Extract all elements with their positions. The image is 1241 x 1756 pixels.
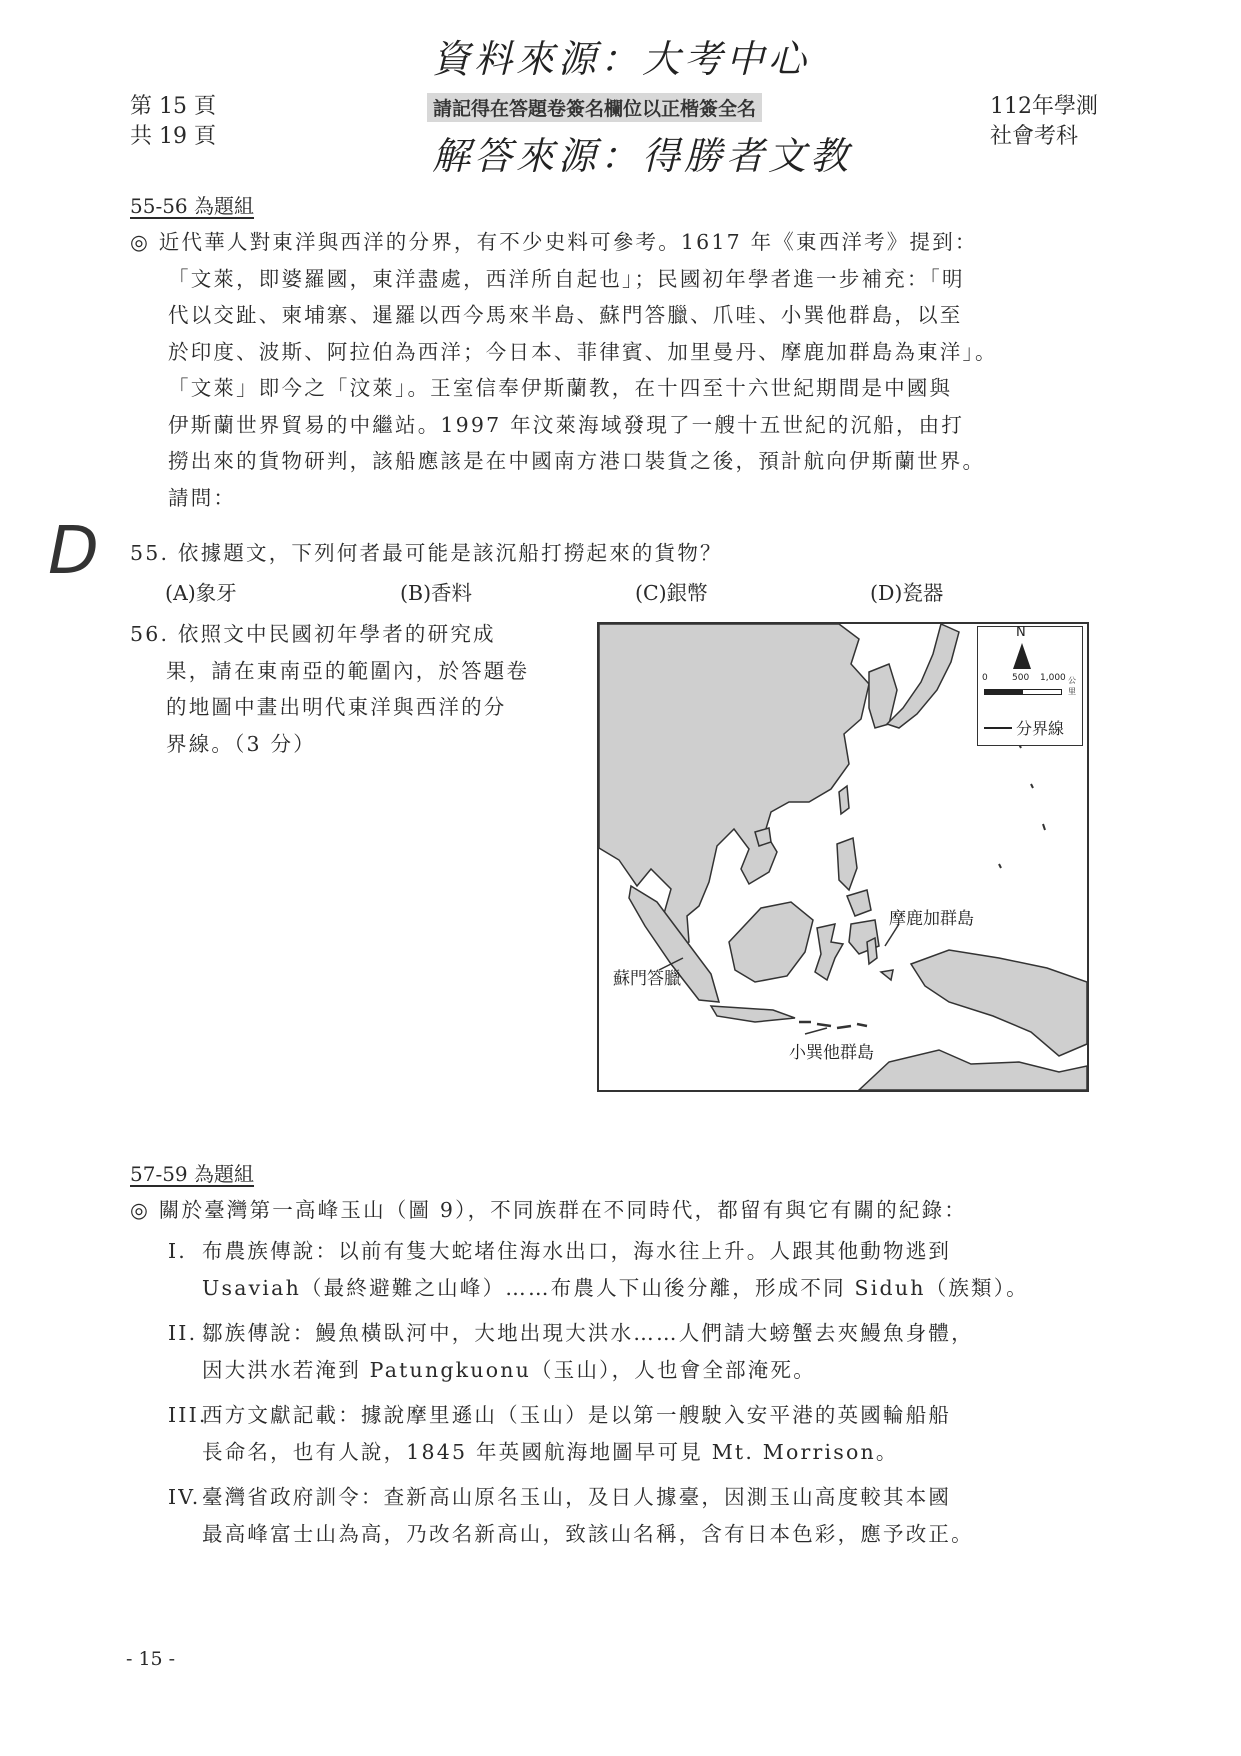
java bbox=[711, 1006, 795, 1022]
scale-tick-500: 500 bbox=[1012, 673, 1030, 683]
passage-line: ◎ 近代華人對東洋與西洋的分界，有不少史料可參考。1617 年《東西洋考》提到： bbox=[130, 230, 978, 254]
question-55-stem: 55. 依據題文，下列何者最可能是該沉船打撈起來的貨物？ bbox=[130, 541, 723, 565]
passage-line: 請問： bbox=[168, 485, 237, 510]
label-sumatra: 蘇門答臘 bbox=[613, 969, 681, 989]
question-56 bbox=[130, 616, 590, 762]
q56-line: 56. 依照文中民國初年學者的研究成 bbox=[130, 622, 496, 646]
handwritten-answer-55: D bbox=[48, 512, 99, 589]
page-number-label: 第 15 頁 bbox=[130, 94, 216, 119]
option-a: (A)象牙 bbox=[165, 581, 237, 605]
taiwan bbox=[839, 786, 849, 814]
signature-notice: 請記得在答題卷簽名欄位以正楷簽全名 bbox=[427, 93, 762, 122]
record-line bbox=[168, 1315, 1113, 1352]
q56-line: 果，請在東南亞的範圍內，於答題卷 bbox=[166, 658, 530, 683]
north-arrow-icon bbox=[1013, 643, 1031, 669]
record-iv bbox=[168, 1479, 1113, 1552]
subject-label: 社會考科 bbox=[990, 124, 1079, 149]
borneo bbox=[729, 902, 813, 982]
exam-year-label: 112年學測 bbox=[990, 94, 1098, 119]
record-line bbox=[168, 1397, 1113, 1434]
option-b: (B)香料 bbox=[400, 581, 473, 605]
legend-line-sample bbox=[984, 727, 1012, 729]
q56-line: 的地圖中畫出明代東洋與西洋的分 bbox=[166, 695, 507, 719]
record-line: Usaviah（最終避難之山峰）……布農人下山後分離，形成不同 Siduh（族類）。 bbox=[202, 1275, 1029, 1300]
record-num: I. bbox=[168, 1239, 188, 1263]
north-label: N bbox=[1016, 625, 1026, 640]
footer-page-number: - 15 - bbox=[126, 1648, 176, 1670]
passage-line: 撈出來的貨物研判，該船應該是在中國南方港口裝貨之後，預計航向伊斯蘭世界。 bbox=[168, 449, 986, 473]
record-num: IV. bbox=[168, 1485, 201, 1509]
passage-line: 「文萊，即婆羅國，東洋盡處，西洋所自起也」；民國初年學者進一步補充：「明 bbox=[168, 266, 965, 291]
pacific-islands bbox=[999, 744, 1045, 868]
passage-57-59-intro: ◎ 關於臺灣第一高峰玉山（圖 9），不同族群在不同時代，都留有與它有關的紀錄： bbox=[130, 1198, 968, 1222]
record-i bbox=[168, 1233, 1113, 1306]
legend-boundary-label: 分界線 bbox=[1016, 719, 1065, 738]
scale-unit: 公里 bbox=[1068, 676, 1076, 696]
record-num: II. bbox=[168, 1321, 198, 1345]
total-pages-label: 共 19 頁 bbox=[130, 124, 216, 149]
record-text: 西方文獻記載：據說摩里遜山（玉山）是以第一艘駛入安平港的英國輪船船 bbox=[202, 1403, 952, 1427]
record-text: 布農族傳說：以前有隻大蛇堵住海水出口，海水往上升。人跟其他動物逃到 bbox=[202, 1239, 952, 1263]
passage-line: 伊斯蘭世界貿易的中繼站。1997 年汶萊海域發現了一艘十五世紀的沉船，由打 bbox=[168, 412, 965, 437]
lesser-sunda bbox=[799, 1022, 867, 1028]
scale-tick-1000: 1,000 bbox=[1040, 673, 1066, 683]
label-moluccas: 摩鹿加群島 bbox=[889, 909, 974, 929]
group-title-55-56: 55-56 為題組 bbox=[130, 194, 255, 218]
record-line: 長命名，也有人說，1845 年英國航海地圖早可見 Mt. Morrison。 bbox=[202, 1439, 899, 1464]
handwritten-source-top: 資料來源：大考中心 bbox=[432, 37, 811, 81]
option-d: (D)瓷器 bbox=[870, 581, 944, 605]
record-line: 因大洪水若淹到 Patungkuonu（玉山），人也會全部淹死。 bbox=[202, 1357, 816, 1382]
record-line bbox=[168, 1233, 1113, 1270]
scale-bar bbox=[984, 689, 1062, 695]
australia bbox=[859, 1050, 1087, 1090]
q56-line: 界線。（3 分） bbox=[166, 731, 316, 756]
option-c: (C)銀幣 bbox=[635, 581, 708, 605]
passage-line: 代以交趾、柬埔寨、暹羅以西今馬來半島、蘇門答臘、爪哇、小巽他群島，以至 bbox=[168, 303, 963, 327]
record-line: 最高峰富士山為高，乃改名新高山，致該山名稱，含有日本色彩，應予改正。 bbox=[202, 1521, 974, 1546]
philippines-visayas bbox=[847, 890, 871, 916]
arrow-lesser-sunda bbox=[805, 1028, 827, 1034]
southeast-asia-map bbox=[597, 622, 1089, 1092]
record-num: III. bbox=[168, 1403, 208, 1427]
record-iii bbox=[168, 1397, 1113, 1470]
passage-55-56 bbox=[130, 224, 1120, 516]
handwritten-source-bottom: 解答來源：得勝者文教 bbox=[432, 134, 853, 178]
passage-line: 「文萊」即今之「汶萊」。王室信奉伊斯蘭教，在十四至十六世紀期間是中國與 bbox=[168, 376, 953, 400]
group-title-57-59: 57-59 為題組 bbox=[130, 1162, 255, 1186]
japan bbox=[887, 624, 959, 728]
new-guinea bbox=[911, 950, 1087, 1056]
philippines-luzon bbox=[837, 838, 857, 890]
record-line bbox=[168, 1479, 1113, 1516]
passage-line: 於印度、波斯、阿拉伯為西洋；今日本、菲律賓、加里曼丹、摩鹿加群島為東洋」。 bbox=[168, 339, 998, 364]
scale-tick-0: 0 bbox=[982, 673, 988, 683]
sulawesi bbox=[815, 924, 843, 980]
record-text: 鄒族傳說：鰻魚橫臥河中，大地出現大洪水……人們請大螃蟹去夾鰻魚身體， bbox=[202, 1321, 974, 1345]
record-ii bbox=[168, 1315, 1113, 1388]
moluccas bbox=[867, 938, 893, 980]
label-lesser-sunda: 小巽他群島 bbox=[789, 1043, 874, 1063]
record-text: 臺灣省政府訓令：查新高山原名玉山，及日人據臺，因測玉山高度較其本國 bbox=[202, 1485, 952, 1509]
map-legend bbox=[977, 626, 1083, 746]
